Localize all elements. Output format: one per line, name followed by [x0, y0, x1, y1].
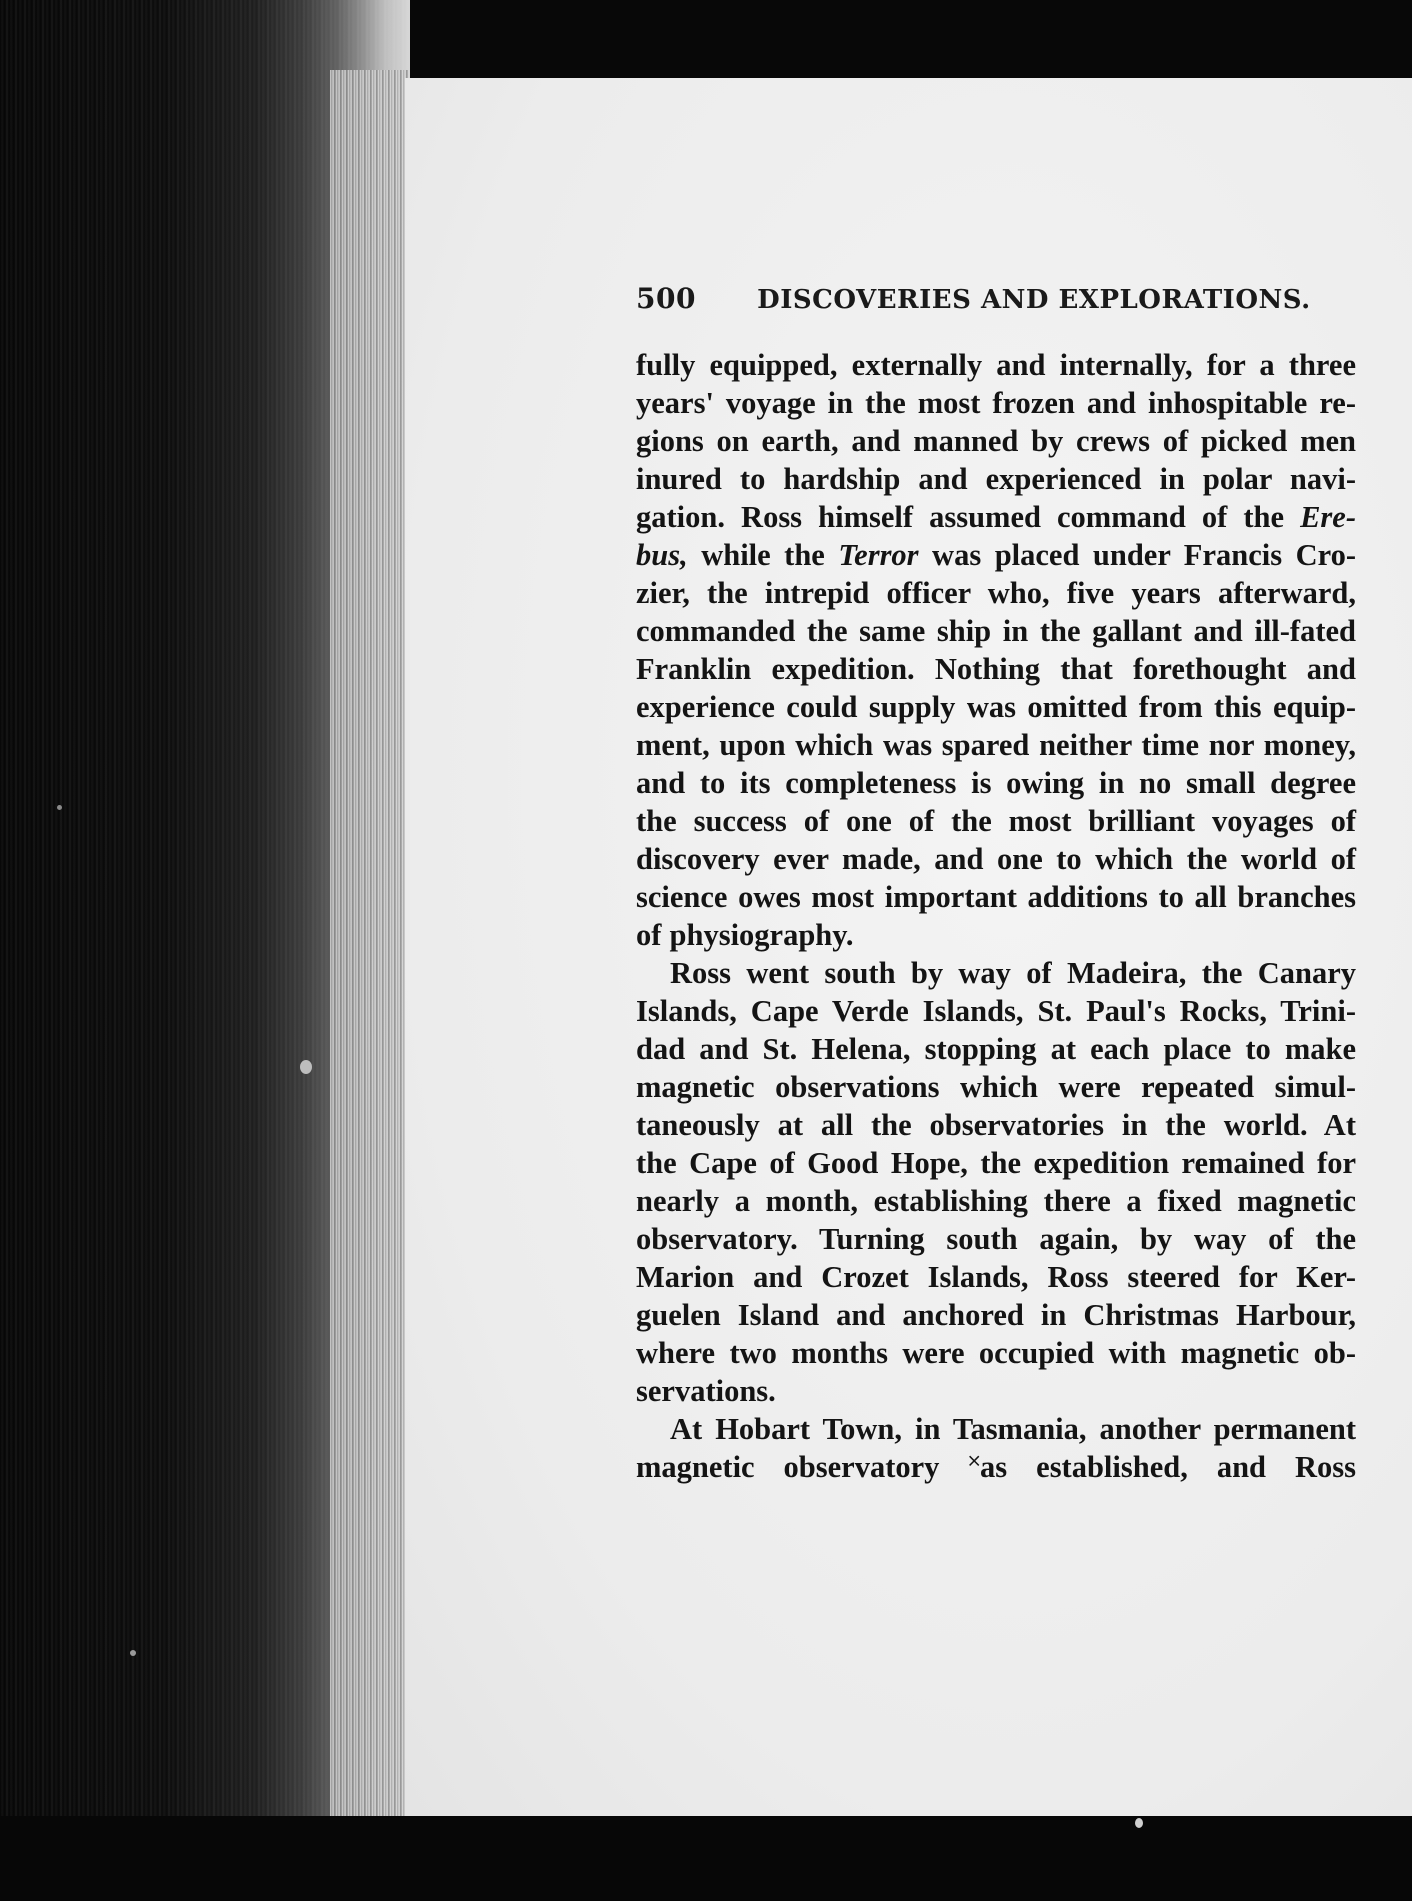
- text-line: magnetic observations which were repeated simul-: [636, 1070, 1356, 1104]
- text-line: commanded the same ship in the gallant and ill-fated: [636, 614, 1356, 648]
- running-head: [636, 282, 1356, 315]
- text-line: fully equipped, externally and internally, for a three: [636, 348, 1356, 382]
- text-line: guelen Island and anchored in Christmas Harbour,: [636, 1298, 1356, 1332]
- scan-speck: [1135, 1818, 1143, 1828]
- text-line: Franklin expedition. Nothing that forethought and: [636, 652, 1356, 686]
- text-line: of physiography.: [636, 918, 854, 952]
- text-line: Ross went south by way of Madeira, the Canary: [670, 956, 1356, 990]
- text-fragment: gation. Ross himself assumed command of the: [636, 500, 1301, 534]
- text-line: inured to hardship and experienced in polar navi-: [636, 462, 1356, 496]
- text-line: zier, the intrepid officer who, five years afterward,: [636, 576, 1356, 610]
- scan-speck: [130, 1650, 136, 1656]
- text-line: Islands, Cape Verde Islands, St. Paul's Rocks, Trini-: [636, 994, 1356, 1028]
- text-line: the Cape of Good Hope, the expedition remained for: [636, 1146, 1356, 1180]
- text-line: dad and St. Helena, stopping at each place to make: [636, 1032, 1356, 1066]
- text-line: years' voyage in the most frozen and inhospitable re-: [636, 386, 1356, 420]
- text-line: the success of one of the most brilliant voyages of: [636, 804, 1356, 838]
- text-line: taneously at all the observatories in the world. At: [636, 1108, 1356, 1142]
- bottom-shadow: [0, 1816, 1412, 1901]
- text-fragment: was placed under Francis Cro-: [918, 538, 1356, 572]
- text-line: where two months were occupied with magnetic ob-: [636, 1336, 1356, 1370]
- text-fragment: while the: [687, 538, 839, 572]
- scan-speck: [300, 1060, 312, 1074]
- text-line: nearly a month, establishing there a fixed magnetic: [636, 1184, 1356, 1218]
- text-line: observatory. Turning south again, by way of the: [636, 1222, 1356, 1256]
- text-line: magnetic observatory ˟as established, and Ross: [636, 1450, 1356, 1484]
- page-number: 500: [636, 282, 696, 315]
- text-line: experience could supply was omitted from this equip-: [636, 690, 1356, 724]
- text-line: servations.: [636, 1374, 776, 1408]
- text-line: [636, 498, 1356, 536]
- text-line: gions on earth, and manned by crews of picked men: [636, 424, 1356, 458]
- running-title: DISCOVERIES AND EXPLORATIONS.: [757, 285, 1311, 315]
- text-line: [636, 536, 1356, 574]
- page-edges: [330, 70, 408, 1820]
- scan-speck: [57, 805, 62, 810]
- text-line: discovery ever made, and one to which the world of: [636, 842, 1356, 876]
- text-line: science owes most important additions to all branches: [636, 880, 1356, 914]
- ship-name-terror: Terror: [838, 538, 919, 572]
- ship-name-erebus: Ere-: [1300, 500, 1356, 534]
- text-line: and to its completeness is owing in no small degree: [636, 766, 1356, 800]
- ship-name-erebus-cont: bus,: [636, 538, 688, 572]
- text-line: At Hobart Town, in Tasmania, another permanent: [670, 1412, 1356, 1446]
- text-line: ment, upon which was spared neither time nor money,: [636, 728, 1356, 762]
- body-text: [636, 346, 1356, 1486]
- text-line: Marion and Crozet Islands, Ross steered for Ker-: [636, 1260, 1356, 1294]
